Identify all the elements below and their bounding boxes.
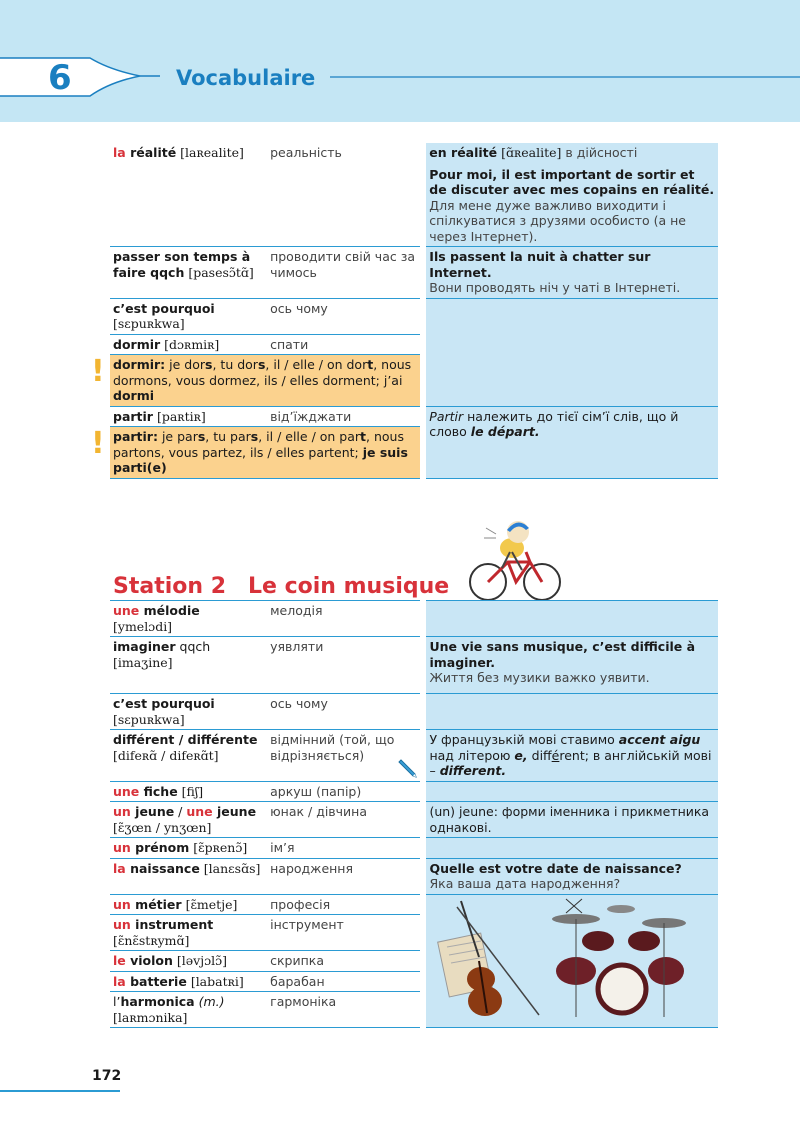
footer-divider <box>0 1090 120 1092</box>
station-title: Station 2 Le coin musique <box>113 574 450 599</box>
table-row: partir [paʀtiʀ] від’їжджати Partir належить до тієї сім’ї слів, що й слово le départ. <box>110 406 718 427</box>
table-row: passer son temps à faire qqch [pasesɔ̃tɑ̃] проводити свій час за чимось Ils passent la nuit à chatter sur Internet. Вони проводять ніч у чаті в Інтернеті. <box>110 247 718 299</box>
chapter-title: Vocabulaire <box>176 66 316 90</box>
table-row: une fiche [fiʃ] аркуш (папір) <box>110 781 718 802</box>
chapter-header <box>0 0 800 122</box>
table-row: c’est pourquoi [sɛpuʀkwa] ось чому <box>110 694 718 730</box>
table-row: une mélodie [ymelɔdi] мелодія <box>110 601 718 637</box>
header-decoration <box>0 0 800 122</box>
conjugation-note: ! partir: je pars, tu pars, il / elle / on part, nous partons, vous partez, ils / elles partent; je suis parti(e) <box>110 427 718 479</box>
table-row: la réalité [laʀealite] реальність en réalité [ɑ̃ʀealite] в дійсності Pour moi, il est important de sortir et de discuter avec mes copains en réalité. Для мене дуже важливо виходити і спілкуватися з друзями особисто (а не через Інтернет). <box>110 143 718 247</box>
table-row: le violon [ləvjɔlɔ̃] скрипка <box>110 951 718 972</box>
exclamation-icon: ! <box>91 354 105 389</box>
conjugation-note: ! dormir: je dors, tu dors, il / elle / on dort, nous dormons, vous dormez, ils / elles dorment; j’ai dormi <box>110 355 718 407</box>
table-row: un métier [ɛ̃metje] професія <box>110 894 718 915</box>
table-row: un instrument [ɛ̃nɛ̃stʀymɑ̃] інструмент <box>110 915 718 951</box>
pencil-icon <box>396 757 418 779</box>
vocabulary-table-1 <box>91 143 718 479</box>
table-row: c’est pourquoi [sɛpuʀkwa] ось чому <box>110 298 718 334</box>
table-row: un prénom [ɛ̃pʀenɔ̃] ім’я <box>110 838 718 859</box>
cyclist-illustration <box>466 512 566 604</box>
table-row: la naissance [lanɛsɑ̃s] народження Quelle est votre date de naissance? Яка ваша дата народження? <box>110 858 718 894</box>
table-row: la batterie [labatʀi] барабан <box>110 971 718 992</box>
chapter-number: 6 <box>48 58 72 98</box>
table-row: différent / différente [difeʀɑ̃ / difeʀɑ̃t] відмінний (той, що відрізняється) У французькій мові ставимо accent aigu над літерою e, différent; в англійській мові – different. <box>110 730 718 782</box>
table-row: imaginer qqch [imaʒine] уявляти Une vie sans musique, c’est difficile à imaginer. Життя без музики важко уявити. <box>110 637 718 694</box>
table-row: l’harmonica (m.) [laʀmɔnika] гармоніка <box>110 992 718 1028</box>
instruments-picture <box>423 894 718 1028</box>
exclamation-icon: ! <box>91 426 105 461</box>
vocabulary-table-2 <box>110 600 718 1028</box>
table-row: dormir [dɔʀmiʀ] спати <box>110 334 718 355</box>
drum-kit-illustration <box>546 897 696 1023</box>
example-sentence: Pour moi, il est important de sortir et de discuter avec mes copains en réalité. <box>429 166 715 197</box>
page-number: 172 <box>92 1068 122 1084</box>
table-row: un jeune / une jeune [ɛ̃ʒœn / ynʒœn] юнак / дівчина (un) jeune: форми іменника і прикметника однакові. <box>110 802 718 838</box>
